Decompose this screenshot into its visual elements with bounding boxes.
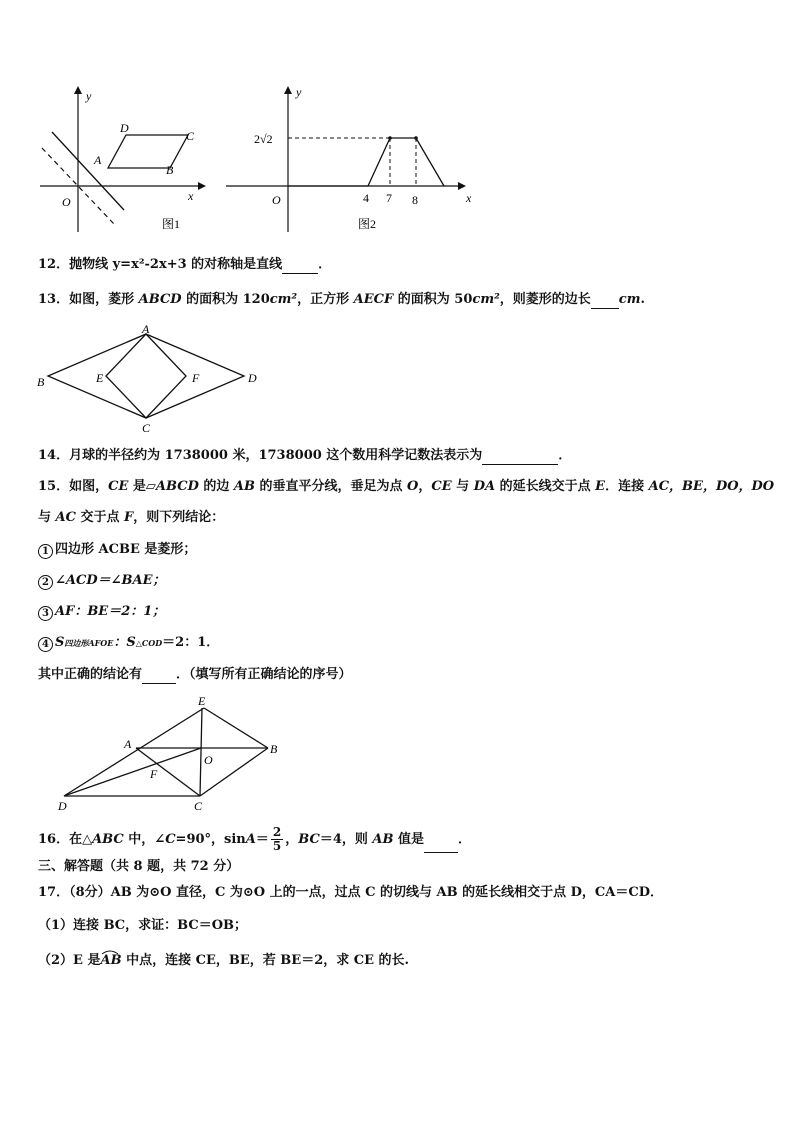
q13-text-2: 的面积为 120	[181, 292, 270, 307]
q15-ac: AC	[55, 510, 76, 525]
q15-answer-blank[interactable]	[142, 683, 176, 684]
q15-c4-sub1: 四边形AFOE	[64, 638, 114, 648]
question-17-intro: 17．（8分）AB 为⊙O 直径，C 为⊙O 上的一点，过点 C 的切线与 AB 的延长线相交于点 D，CA＝CD．	[38, 885, 663, 900]
fig2-graph	[288, 138, 444, 186]
q16-t3: =90°，sin	[175, 832, 246, 847]
fig1-point-a: A	[94, 153, 102, 167]
q16-bc: BC	[298, 832, 320, 847]
q12-end: ．	[318, 257, 332, 272]
q12-answer-blank[interactable]	[282, 273, 318, 274]
q15-t6: 与	[451, 479, 474, 494]
q13-unit3: cm	[618, 292, 641, 307]
circled-number-2: 2	[38, 575, 53, 590]
question-13	[38, 291, 645, 309]
q12-text: 抛物线 y=x²-2x+3 的对称轴是直线	[69, 257, 283, 272]
q13-shape1: ABCD	[138, 292, 182, 307]
q14-answer-blank[interactable]	[482, 464, 558, 465]
q15-c4-end: ＝2：1．	[162, 635, 220, 650]
fig13-label-e: E	[96, 371, 104, 385]
fig15-label-f: F	[150, 767, 158, 781]
q16-t7: 值是	[393, 832, 424, 847]
q15-ab: AB	[233, 479, 255, 494]
q13-number: 13．	[38, 292, 70, 307]
question-17-part-1: （1）连接 BC，求证：BC＝OB；	[38, 918, 248, 933]
q15-t10: 交于点	[75, 510, 125, 525]
q13-answer-blank[interactable]	[591, 308, 619, 309]
q16-a: A	[245, 832, 256, 847]
q16-fraction-numerator: 2	[272, 825, 282, 839]
q16-t5: ，	[285, 832, 299, 847]
q14-text: 月球的半径约为 1738000 米，1738000 这个数用科学记数法表示为	[69, 448, 483, 463]
figure-1	[30, 82, 220, 232]
q15-o: O	[407, 479, 419, 494]
arc-symbol-icon	[100, 949, 120, 955]
q15-t5: ，	[418, 479, 432, 494]
q13-unit2: cm²	[472, 292, 500, 307]
fig13-label-a: A	[142, 322, 150, 336]
q14-number: 14．	[38, 448, 70, 463]
fig2-x-label: x	[466, 191, 472, 205]
q15-c1-text: 四边形 ACBE 是菱形；	[55, 542, 197, 557]
circled-number-3: 3	[38, 606, 53, 621]
q15-t4: 的垂直平分线，垂足为点	[254, 479, 408, 494]
fig1-x-label: x	[188, 189, 194, 203]
q15-conclusion-1	[38, 541, 196, 559]
q15-t2: 是▱	[128, 479, 156, 494]
fig1-origin-label: O	[62, 195, 71, 209]
q15-t11: ，则下列结论：	[133, 510, 225, 525]
fig15-label-e: E	[198, 694, 206, 708]
q15-ask-end: ．（填写所有正确结论的序号）	[176, 667, 352, 682]
q15-e: E	[595, 479, 606, 494]
q15-list: AC，BE，DO，DO	[648, 479, 775, 494]
q16-number: 16．	[38, 832, 70, 847]
fig1-point-d: D	[120, 121, 129, 135]
question-16	[38, 826, 471, 853]
fig1-parallelogram	[108, 135, 188, 168]
fig2-tick-7: 7	[386, 191, 392, 205]
fig13-label-d: D	[248, 371, 257, 385]
q15-c4-s2: ：S	[113, 635, 136, 650]
fig1-point-b: B	[166, 163, 174, 177]
q13-text-1: 如图，菱形	[69, 292, 139, 307]
fig13-rhombus	[48, 334, 244, 418]
q13-text-4: 的面积为 50	[393, 292, 473, 307]
q15-c2-text: ∠ACD＝∠BAE；	[55, 573, 166, 588]
q15-c4-s1: S	[55, 635, 65, 650]
q15-conclusion-2	[38, 572, 165, 590]
q16-t2: 中，∠	[123, 832, 166, 847]
circled-number-1: 1	[38, 544, 53, 559]
q15-t9: 与	[38, 510, 56, 525]
question-12	[38, 256, 331, 274]
q15-conclusion-3	[38, 603, 165, 621]
q15-ask: 其中正确的结论有	[38, 667, 143, 682]
q15-f: F	[124, 510, 134, 525]
question-17-part-2	[38, 952, 409, 970]
fig15-label-a: A	[124, 737, 132, 751]
question-15-line-1	[38, 478, 774, 496]
q16-fraction-denominator: 5	[272, 839, 282, 853]
fig13-label-b: B	[37, 375, 45, 389]
q15-t3: 的边	[198, 479, 234, 494]
q17-arc-label: AB	[100, 953, 122, 968]
fig13-label-f: F	[192, 371, 200, 385]
q15-question	[38, 666, 352, 684]
q15-c4-sub2: △COD	[135, 638, 163, 648]
q16-answer-blank[interactable]	[424, 852, 458, 853]
circled-number-4: 4	[38, 637, 53, 652]
fig2-y-value: 2√2	[254, 132, 273, 146]
fig2-tick-4: 4	[363, 191, 369, 205]
q16-t4: ＝	[255, 832, 269, 847]
q12-number: 12．	[38, 257, 70, 272]
q15-t8: ．连接	[605, 479, 649, 494]
q15-t1: 如图，	[69, 479, 109, 494]
q15-c3-text: AF：BE＝2：1；	[55, 604, 166, 619]
fig15-label-b: B	[270, 742, 278, 756]
q15-ce: CE	[108, 479, 129, 494]
q14-end: ．	[558, 448, 572, 463]
fig1-caption: 图1	[162, 217, 181, 231]
q15-t7: 的延长线交于点	[495, 479, 596, 494]
q16-end: ．	[458, 832, 472, 847]
fig15-label-d: D	[58, 799, 67, 813]
figure-13-rhombus	[34, 322, 264, 434]
fig15-label-c: C	[194, 799, 203, 813]
q16-ab: AB	[372, 832, 394, 847]
figure-2	[222, 82, 482, 234]
q15-abcd: ABCD	[155, 479, 199, 494]
figure-15	[54, 692, 294, 814]
q17-arc-ab	[100, 952, 121, 970]
fig2-y-label: y	[296, 85, 302, 99]
fig15-label-o: O	[204, 753, 213, 767]
fig2-tick-8: 8	[412, 193, 418, 207]
q13-unit1: cm²	[269, 292, 298, 307]
section-3-title: 三、解答题（共 8 题，共 72 分）	[38, 859, 240, 874]
fig13-label-c: C	[142, 421, 151, 434]
fig2-origin-label: O	[272, 193, 281, 207]
q13-text-3: ，正方形	[297, 292, 354, 307]
q16-t6: ＝4，则	[319, 832, 373, 847]
q16-fraction	[271, 826, 283, 853]
fig1-y-label: y	[86, 89, 92, 103]
fig2-caption: 图2	[358, 217, 377, 231]
q15-number: 15．	[38, 479, 70, 494]
fig1-point-c: C	[186, 129, 195, 143]
q16-t1: 在△	[69, 832, 93, 847]
q16-c: C	[165, 832, 176, 847]
q17-p2-start: （2）E 是	[38, 953, 101, 968]
q15-conclusion-4	[38, 634, 219, 652]
q13-text-5: ，则菱形的边长	[499, 292, 591, 307]
q15-da: DA	[473, 479, 496, 494]
q15-ce2: CE	[431, 479, 452, 494]
q17-p2-end: 中点，连接 CE，BE，若 BE＝2，求 CE 的长.	[121, 953, 410, 968]
q13-end: .	[640, 292, 645, 307]
question-15-line-2	[38, 509, 224, 527]
q16-abc: ABC	[92, 832, 124, 847]
question-14	[38, 447, 571, 465]
q13-shape2: AECF	[353, 292, 394, 307]
